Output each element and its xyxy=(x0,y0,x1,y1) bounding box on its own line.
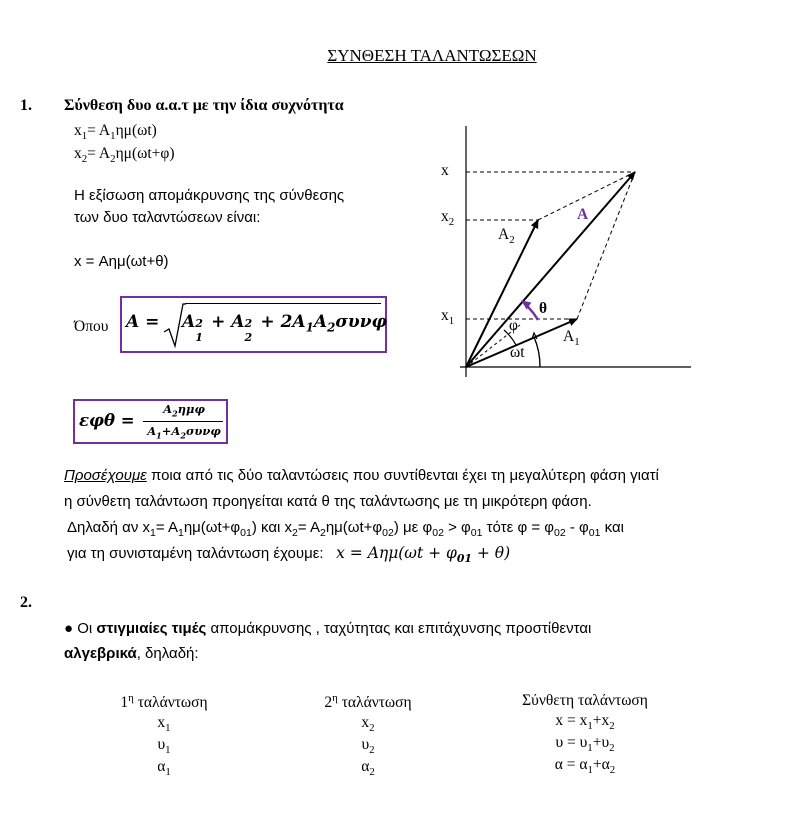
column-2-row-v: $\upsilon_2$ xyxy=(361,736,375,757)
diagram-label-omega-t: ωt xyxy=(510,344,525,361)
amplitude-formula-rhs: A 2 1 + A 2 2 + $2A_1A_2\sigma\upsilon\nu\varphi$ xyxy=(182,312,387,344)
column-3-row-v: $\upsilon = \upsilon_1+\upsilon_2$ xyxy=(555,734,615,755)
tangent-formula-lhs: εφθ = xyxy=(79,411,135,430)
diagram-label-a: A xyxy=(577,206,589,223)
equation-x1: $x_1= A_1\eta\mu(\omega t)$ xyxy=(74,122,157,143)
column-1-row-a: $\alpha_1$ xyxy=(157,758,171,779)
column-1 xyxy=(94,692,234,778)
column-2-header: $2^\eta$ ταλάντωση xyxy=(324,692,412,712)
tangent-formula-denominator: $A_1+A_2\sigma\upsilon\nu\varphi$ xyxy=(147,424,221,441)
parallelogram-side-right xyxy=(577,172,635,319)
amplitude-formula-lhs: A = xyxy=(126,312,160,332)
diagram-label-x1: $x_1$ xyxy=(441,307,455,328)
diagram-label-theta: θ xyxy=(539,300,548,317)
note-line-1: Προσέχουμε ποια από τις δύο ταλαντώσεις που συντίθενται έχει τη μεγαλύτερη φάση γιατί xyxy=(64,467,659,484)
tangent-formula-numerator: $A_2\eta\mu\varphi$ xyxy=(163,402,205,419)
column-1-row-x: $x_1$ xyxy=(157,714,171,735)
page-title: ΣΥΝΘΕΣΗ ΤΑΛΑΝΤΩΣΕΩΝ xyxy=(327,46,537,65)
note-line-4: για τη συνισταμένη ταλάντωση έχουμε: $x = A\eta\mu(\omega t + \varphi_{01} + \theta)$ xyxy=(67,544,511,566)
diagram-label-phi: φ xyxy=(509,317,518,334)
column-1-row-v: $\upsilon_1$ xyxy=(157,736,171,757)
resultant-equation: x = Αημ(ωt+θ) xyxy=(74,253,169,270)
section-2-intro: ● Οι στιγμιαίες τιμές απομάκρυνσης , ταχύτητας και επιτάχυνσης προστίθενται xyxy=(64,620,592,637)
column-2-row-a: $\alpha_2$ xyxy=(361,758,375,779)
column-3-row-a: $\alpha = \alpha_1+\alpha_2$ xyxy=(554,756,616,777)
section-2-number: 2. xyxy=(20,594,32,611)
column-2-row-x: $x_2$ xyxy=(361,714,375,735)
section-1-heading: Σύνθεση δυο α.α.τ με την ίδια συχνότητα xyxy=(64,97,344,114)
column-2 xyxy=(298,692,438,778)
column-3-row-x: $x = x_1+x_2$ xyxy=(555,712,615,733)
omega-t-arc xyxy=(534,337,540,367)
description-line-1: Η εξίσωση απομάκρυνσης της σύνθεσης xyxy=(74,187,345,204)
diagram-label-x: x xyxy=(441,162,449,179)
section-2-line-2: αλγεβρικά, δηλαδή: xyxy=(64,645,199,662)
section-1-number: 1. xyxy=(20,97,32,114)
sqrt-overline xyxy=(185,303,381,304)
opou-label: Όπου xyxy=(74,318,109,335)
column-3-header: Σύνθετη ταλάντωση xyxy=(522,692,648,709)
diagram-label-a1: $A_1$ xyxy=(563,328,580,349)
note-line-2: η σύνθετη ταλάντωση προηγείται κατά θ της ταλάντωσης με τη μικρότερη φάση. xyxy=(64,493,592,510)
equation-x2: $x_2= A_2\eta\mu(\omega t+\varphi)$ xyxy=(74,145,175,166)
diagram-label-a2: $A_2$ xyxy=(498,226,515,247)
fraction-bar xyxy=(143,421,223,422)
column-1-header: $1^\eta$ ταλάντωση xyxy=(120,692,208,712)
diagram-label-x2: $x_2$ xyxy=(441,208,455,229)
note-line-3: Δηλαδή αν $x_1= A_1\eta\mu(\omega t+\varphi_{01})$ και $x_2= A_2\eta\mu(\omega t+\varphi_{02})$ με $\varphi_{02} > \varphi_{01}$ τότε $\varphi = \varphi_{02} - \varphi_{01}$ και xyxy=(67,519,624,539)
vector-a xyxy=(466,172,635,367)
column-3 xyxy=(495,692,675,776)
description-line-2: των δυο ταλαντώσεων είναι: xyxy=(74,209,261,226)
